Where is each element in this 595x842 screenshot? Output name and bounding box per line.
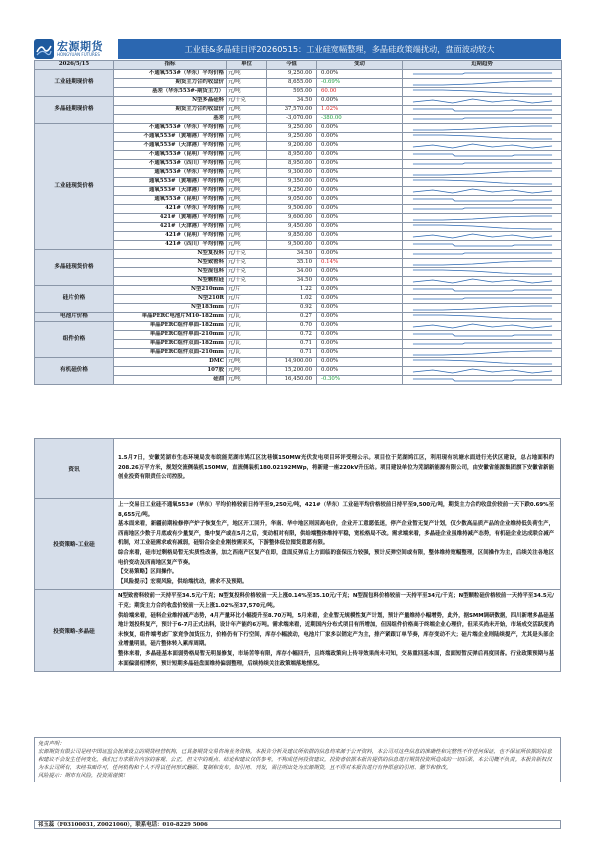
- poly-paragraph: 供给端来看，硅料企业维持减产态势，4月产量环比小幅提升至8.70万吨，5月来看，企业暂无规模性复产计划，预计产量维持小幅增势，此外，据SMM调研数据，四川新增多晶硅基地计划投料复产，预计于6-7月正式出料，设计年产能约6万吨。需求端来看，近期国内分布式项目有所增加，但因组件价格高于终端企业心理价，但采买尚未开始，市场成交活跃度尚未恢复，组件端考虑厂家竞争加货压力，价格仍有下行空间，库存小幅波动，电池片厂家多以销定产为主，排产紧跟订单节奏，库存变动不大；硅片端企业则陆续提产，尤其是头部企业增量明显，硅片整体转入累库周期。: [118, 612, 554, 648]
- sparkline-path: [403, 142, 561, 150]
- trend-sparkline: [403, 231, 562, 240]
- value-cell: 9,500.00: [267, 240, 317, 249]
- sparkline-path: [403, 304, 561, 312]
- sparkline-path: [403, 187, 561, 195]
- category-label: 电池片价格: [35, 312, 114, 321]
- trend-sparkline: [403, 258, 562, 267]
- trend-sparkline: [403, 159, 562, 168]
- indicator-name: 基差（华东553#-期货主力）: [114, 87, 227, 96]
- price-table: [34, 60, 562, 385]
- value-cell: 9,500.00: [267, 204, 317, 213]
- sparkline-path: [403, 115, 561, 123]
- trend-sparkline: [403, 69, 562, 78]
- unit-cell: 元/吨: [227, 78, 267, 87]
- value-cell: 0.71: [267, 348, 317, 357]
- indicator-name: 期货主力合约收盘价: [114, 105, 227, 114]
- trend-sparkline: [403, 114, 562, 123]
- unit-cell: 元/瓦: [227, 348, 267, 357]
- value-cell: 9,200.00: [267, 141, 317, 150]
- trend-sparkline: [403, 141, 562, 150]
- change-cell: 0.00%: [317, 276, 403, 285]
- sparkline-path: [403, 79, 561, 87]
- table-body: [35, 69, 562, 384]
- indicator-name: 硅油: [114, 375, 227, 384]
- trend-sparkline: [403, 348, 562, 357]
- unit-cell: 元/吨: [227, 240, 267, 249]
- unit-cell: 元/千克: [227, 249, 267, 258]
- table-row: [35, 330, 562, 339]
- header-value: 今值: [267, 61, 317, 70]
- sparkline-path: [403, 322, 561, 330]
- table-row: [35, 195, 562, 204]
- sparkline-path: [403, 160, 561, 168]
- table-row: [35, 339, 562, 348]
- indicator-name: 通氧553#（天津港）平均价格: [114, 186, 227, 195]
- trend-sparkline: [403, 312, 562, 321]
- unit-cell: 元/吨: [227, 141, 267, 150]
- value-cell: 0.92: [267, 303, 317, 312]
- table-row: [35, 222, 562, 231]
- sparkline-path: [403, 367, 561, 375]
- value-cell: 9,050.00: [267, 195, 317, 204]
- indicator-name: 421#（黄埔港）平均价格: [114, 213, 227, 222]
- value-cell: 34.00: [267, 267, 317, 276]
- news-text: 1.5月7日，安徽芜湖市生态环境局发布皖能芜湖市鸠江区沈巷镇150MW光伏发电项目环评受理公示。项目位于芜湖鸠江区，利用现有坑塘水面进行光伏区建设，总占地面积约208.26万平方米，规划交流侧装机150MW，直流侧装机180.02192MWp，将新建一座220kV升压站。项目建设单位为芜湖新能源有限公司，由安徽省能源集团旗下安徽省新能创业投资有限责任公司控股。: [114, 439, 561, 499]
- indicator-name: N型210mm: [114, 285, 227, 294]
- table-row: [35, 69, 562, 78]
- unit-cell: 元/吨: [227, 195, 267, 204]
- value-cell: 34.50: [267, 96, 317, 105]
- indicator-name: N型183mm: [114, 303, 227, 312]
- unit-cell: 元/吨: [227, 168, 267, 177]
- table-row: [35, 348, 562, 357]
- value-cell: 9,850.00: [267, 231, 317, 240]
- indicator-name: 不通氧553#（四川）平均价格: [114, 159, 227, 168]
- change-cell: 60.00: [317, 87, 403, 96]
- risk-warning: 风险提示：期市有风险，投资需谨慎！: [38, 773, 129, 779]
- change-cell: 0.00%: [317, 186, 403, 195]
- strategy-si-label: 投资策略-工业硅: [35, 499, 114, 590]
- company-logo-icon: [34, 39, 54, 59]
- unit-cell: 元/瓦: [227, 339, 267, 348]
- trend-sparkline: [403, 78, 562, 87]
- table-row: [35, 96, 562, 105]
- change-cell: 0.00%: [317, 123, 403, 132]
- change-cell: 0.00%: [317, 285, 403, 294]
- category-label: 工业硅期现价格: [35, 69, 114, 96]
- sparkline-path: [403, 106, 561, 114]
- indicator-name: 通氧553#（黄埔港）平均价格: [114, 177, 227, 186]
- unit-cell: 元/吨: [227, 114, 267, 123]
- trend-sparkline: [403, 222, 562, 231]
- trend-sparkline: [403, 96, 562, 105]
- trend-sparkline: [403, 330, 562, 339]
- trend-sparkline: [403, 150, 562, 159]
- table-row: [35, 78, 562, 87]
- indicator-name: 通氧553#（昆明）平均价格: [114, 195, 227, 204]
- table-row: [35, 186, 562, 195]
- sparkline-path: [403, 268, 561, 276]
- company-name-cn: 宏源期货: [57, 40, 103, 53]
- change-cell: 0.00%: [317, 177, 403, 186]
- sparkline-path: [403, 133, 561, 141]
- si-paragraph: 【风险提示】宏观风险，供给端扰动，需求不及预期。: [118, 578, 248, 585]
- unit-cell: 元/吨: [227, 231, 267, 240]
- value-cell: 9,300.00: [267, 168, 317, 177]
- value-cell: 9,250.00: [267, 69, 317, 78]
- trend-sparkline: [403, 195, 562, 204]
- change-cell: 0.00%: [317, 195, 403, 204]
- value-cell: 14,900.00: [267, 357, 317, 366]
- value-cell: -3,070.00: [267, 114, 317, 123]
- indicator-name: N型混包料: [114, 267, 227, 276]
- category-label: 有机硅价格: [35, 357, 114, 384]
- unit-cell: 元/吨: [227, 132, 267, 141]
- indicator-name: 421#（昆明）平均价格: [114, 231, 227, 240]
- unit-cell: 元/瓦: [227, 312, 267, 321]
- header-indicator: 指标: [114, 61, 227, 70]
- unit-cell: 元/千克: [227, 258, 267, 267]
- trend-sparkline: [403, 303, 562, 312]
- table-row: [35, 294, 562, 303]
- unit-cell: 元/吨: [227, 177, 267, 186]
- trend-sparkline: [403, 249, 562, 258]
- value-cell: 0.70: [267, 321, 317, 330]
- value-cell: 16,450.00: [267, 375, 317, 384]
- table-row: [35, 321, 562, 330]
- sparkline-path: [403, 205, 561, 213]
- unit-cell: 元/吨: [227, 186, 267, 195]
- sparkline-path: [403, 331, 561, 339]
- value-cell: 9,600.00: [267, 213, 317, 222]
- sparkline-path: [403, 286, 561, 294]
- header-unit: 单位: [227, 61, 267, 70]
- table-row: [35, 267, 562, 276]
- value-cell: 37,570.00: [267, 105, 317, 114]
- change-cell: 0.00%: [317, 249, 403, 258]
- table-row: [35, 213, 562, 222]
- trend-sparkline: [403, 105, 562, 114]
- unit-cell: 元/吨: [227, 150, 267, 159]
- table-row: [35, 366, 562, 375]
- unit-cell: 元/吨: [227, 105, 267, 114]
- change-cell: 0.00%: [317, 294, 403, 303]
- value-cell: 8,950.00: [267, 159, 317, 168]
- si-paragraph: 基本面来看，新疆前期检修停产炉子恢复生产，地区开工回升，华南、华中地区则因高电价，企业开工意愿低迷，停产企业暂无复产计划，仅少数高品质产品的企业维持低负荷生产，西南地区少数于月底或有少量复产，集中复产或在5月之后，变动相对有限，供给端整体维持平稳，宽松格局不改。需求端来看，多晶硅企业虽维持减产态势，有机硅企业达成联合减产机制，对工业硅需求或有减弱，硅铝合金企业刚按需采买，下游整体低位囤货意愿有限。: [118, 521, 554, 547]
- table-row: [35, 258, 562, 267]
- si-paragraph: 【交易策略】区间操作。: [118, 569, 178, 576]
- change-cell: 0.00%: [317, 303, 403, 312]
- sparkline-path: [403, 313, 561, 321]
- category-label: 工业硅现货价格: [35, 123, 114, 249]
- unit-cell: 元/吨: [227, 159, 267, 168]
- analyst-contact: 祁玉蕊（F03100031, Z0021060），联系电话：010-8229 5006: [34, 820, 561, 829]
- unit-cell: 元/吨: [227, 213, 267, 222]
- value-cell: 9,250.00: [267, 123, 317, 132]
- change-cell: 0.00%: [317, 231, 403, 240]
- header-trend: 近期趋势: [403, 61, 562, 70]
- value-cell: 9,350.00: [267, 177, 317, 186]
- trend-sparkline: [403, 87, 562, 96]
- strategy-si-row: [35, 499, 561, 590]
- change-cell: 0.00%: [317, 267, 403, 276]
- change-cell: 0.00%: [317, 69, 403, 78]
- sparkline-path: [403, 250, 561, 258]
- change-cell: 0.00%: [317, 222, 403, 231]
- change-cell: 0.14%: [317, 258, 403, 267]
- change-cell: 1.02%: [317, 105, 403, 114]
- indicator-name: N型210R: [114, 294, 227, 303]
- change-cell: 0.00%: [317, 168, 403, 177]
- table-row: [35, 114, 562, 123]
- sparkline-path: [403, 259, 561, 267]
- trend-sparkline: [403, 267, 562, 276]
- value-cell: 0.27: [267, 312, 317, 321]
- sparkline-path: [403, 169, 561, 177]
- indicator-name: N型致密料: [114, 258, 227, 267]
- indicator-name: 基差: [114, 114, 227, 123]
- indicator-name: 单晶PERC组件单面-210mm: [114, 330, 227, 339]
- sparkline-path: [403, 295, 561, 303]
- indicator-name: 107胶: [114, 366, 227, 375]
- table-row: [35, 168, 562, 177]
- trend-sparkline: [403, 276, 562, 285]
- indicator-name: 421#（天津港）平均价格: [114, 222, 227, 231]
- trend-sparkline: [403, 357, 562, 366]
- sparkline-path: [403, 124, 561, 132]
- table-row: [35, 285, 562, 294]
- sparkline-path: [403, 358, 561, 366]
- table-row: [35, 204, 562, 213]
- unit-cell: 元/片: [227, 303, 267, 312]
- unit-cell: 元/吨: [227, 87, 267, 96]
- disclaimer: [34, 737, 561, 782]
- change-cell: 0.00%: [317, 348, 403, 357]
- unit-cell: 元/瓦: [227, 321, 267, 330]
- category-label: 硅片价格: [35, 285, 114, 312]
- indicator-name: 单晶PERC组件单面-182mm: [114, 321, 227, 330]
- sparkline-path: [403, 349, 561, 357]
- change-cell: 0.00%: [317, 150, 403, 159]
- unit-cell: 元/千克: [227, 96, 267, 105]
- indicator-name: 通氧553#（华东）平均价格: [114, 168, 227, 177]
- sparkline-path: [403, 214, 561, 222]
- unit-cell: 元/千克: [227, 276, 267, 285]
- strategy-poly-text: [114, 590, 561, 672]
- disclaimer-body: 宏源期货有限公司是经中国证监会批准设立的期货经营机构，已具备期货交易咨询业务资格。本报告分析及建议所依据的信息均来源于公开资料，本公司对这些信息的准确性和完整性不作任何保证，也不保证所依据的信息和建议不会发生任何变化。我们已力求报告内容的客观、公正，但文中的观点、结论和建议仅供参考。不构成任何投资建议。投资者依据本报告提供的信息进行期货投资所造成的一切后果，本公司概不负责。本报告版权仅为本公司所有，未经书面许可，任何机构和个人不得以任何形式翻版、复制和发布。如引用、刊发，需注明出处为宏源期货，且不得对本报告进行有悖原意的引用、删节和修改。: [38, 749, 552, 771]
- indicator-name: 不通氧553#（华东）平均价格: [114, 69, 227, 78]
- change-cell: 0.00%: [317, 321, 403, 330]
- table-row: [35, 177, 562, 186]
- change-cell: 0.00%: [317, 204, 403, 213]
- change-cell: 0.00%: [317, 357, 403, 366]
- header-change: 变动: [317, 61, 403, 70]
- table-row: [35, 105, 562, 114]
- news-label: 资讯: [35, 439, 114, 499]
- indicator-name: N型颗粒硅: [114, 276, 227, 285]
- change-cell: 0.00%: [317, 159, 403, 168]
- value-cell: 0.71: [267, 339, 317, 348]
- change-cell: 0.00%: [317, 240, 403, 249]
- value-cell: 9,450.00: [267, 222, 317, 231]
- value-cell: 0.72: [267, 330, 317, 339]
- trend-sparkline: [403, 240, 562, 249]
- value-cell: 9,250.00: [267, 186, 317, 195]
- table-row: [35, 123, 562, 132]
- table-row: [35, 150, 562, 159]
- unit-cell: 元/片: [227, 285, 267, 294]
- trend-sparkline: [403, 294, 562, 303]
- unit-cell: 元/吨: [227, 366, 267, 375]
- indicator-name: N型复投料: [114, 249, 227, 258]
- trend-sparkline: [403, 213, 562, 222]
- sparkline-path: [403, 376, 561, 384]
- change-cell: 0.00%: [317, 330, 403, 339]
- value-cell: 15,200.00: [267, 366, 317, 375]
- table-row: [35, 231, 562, 240]
- commentary-table: [34, 438, 561, 672]
- indicator-name: 单晶PERC组件双面-210mm: [114, 348, 227, 357]
- si-paragraph: 上一交易日工业硅不通氧553#（华东）平均价格较前日持平至9,250元/吨，421#（华东）工业硅平均价格较前日持平至9,500元/吨，期货主力合约收盘价较前一天下跌0.69%至8,655元/吨。: [118, 502, 554, 518]
- value-cell: 8,950.00: [267, 150, 317, 159]
- trend-sparkline: [403, 177, 562, 186]
- sparkline-path: [403, 70, 561, 78]
- table-row: [35, 357, 562, 366]
- unit-cell: 元/吨: [227, 69, 267, 78]
- category-label: 组件价格: [35, 321, 114, 357]
- unit-cell: 元/吨: [227, 375, 267, 384]
- trend-sparkline: [403, 366, 562, 375]
- category-label: 多晶硅现货价格: [35, 249, 114, 285]
- news-row: [35, 439, 561, 499]
- unit-cell: 元/吨: [227, 123, 267, 132]
- change-cell: 0.00%: [317, 96, 403, 105]
- unit-cell: 元/吨: [227, 204, 267, 213]
- table-row: [35, 375, 562, 384]
- change-cell: 0.00%: [317, 312, 403, 321]
- indicator-name: 不通氧553#（天津港）平均价格: [114, 141, 227, 150]
- sparkline-path: [403, 97, 561, 105]
- value-cell: 34.50: [267, 249, 317, 258]
- value-cell: 9,250.00: [267, 132, 317, 141]
- value-cell: 1.02: [267, 294, 317, 303]
- sparkline-path: [403, 151, 561, 159]
- table-row: [35, 159, 562, 168]
- trend-sparkline: [403, 339, 562, 348]
- change-cell: 0.00%: [317, 339, 403, 348]
- unit-cell: 元/吨: [227, 222, 267, 231]
- si-paragraph: 综合来看，硅市过剩格局暂无实质性改善，加之西南产区复产在即，盘面反弹后上方面临的套保压力较强，预计反弹空间或有限，整体维持宽幅整理，区间操作为主，后续关注各地区电价变动及西南地区复产节奏。: [118, 549, 554, 566]
- indicator-name: N型多晶硅料: [114, 96, 227, 105]
- unit-cell: 元/片: [227, 294, 267, 303]
- indicator-name: 421#（华东）平均价格: [114, 204, 227, 213]
- value-cell: 8,655.00: [267, 78, 317, 87]
- trend-sparkline: [403, 132, 562, 141]
- value-cell: 34.50: [267, 276, 317, 285]
- sparkline-path: [403, 277, 561, 285]
- trend-sparkline: [403, 204, 562, 213]
- disclaimer-title: 免责声明：: [38, 741, 65, 747]
- table-row: [35, 276, 562, 285]
- company-name-en: HONGYUAN FUTURES: [57, 52, 100, 57]
- unit-cell: 元/吨: [227, 357, 267, 366]
- trend-sparkline: [403, 168, 562, 177]
- table-row: [35, 303, 562, 312]
- indicator-name: 421#（四川）平均价格: [114, 240, 227, 249]
- unit-cell: 元/瓦: [227, 330, 267, 339]
- change-cell: -380.00: [317, 114, 403, 123]
- sparkline-path: [403, 178, 561, 186]
- table-row: [35, 240, 562, 249]
- trend-sparkline: [403, 375, 562, 384]
- table-row: [35, 312, 562, 321]
- table-header-row: [35, 61, 562, 70]
- sparkline-path: [403, 241, 561, 249]
- table-row: [35, 141, 562, 150]
- trend-sparkline: [403, 321, 562, 330]
- report-title: 工业硅&多晶硅日评20260515：工业硅宽幅整理，多晶硅政策端扰动，盘面波动较大: [118, 39, 561, 59]
- change-cell: -0.69%: [317, 78, 403, 87]
- trend-sparkline: [403, 186, 562, 195]
- poly-paragraph: 整体来看，多晶硅基本面弱势格局暂无明显修复，市场苦等有限，库存小幅回升，且终端政策向上传导效果尚未可知，交易重回基本面，盘面短暂反弹后再度回落。行业政策预期与基本面偏弱相博弈，预计短期多晶硅盘面维持偏弱整理，后续持续关注政策端落地情况。: [118, 650, 554, 667]
- value-cell: 35.10: [267, 258, 317, 267]
- header-date: 2026/5/15: [35, 61, 114, 70]
- sparkline-path: [403, 196, 561, 204]
- trend-sparkline: [403, 123, 562, 132]
- indicator-name: 期货主力合约收盘价: [114, 78, 227, 87]
- change-cell: 0.00%: [317, 366, 403, 375]
- sparkline-path: [403, 340, 561, 348]
- change-cell: -0.30%: [317, 375, 403, 384]
- change-cell: 0.00%: [317, 213, 403, 222]
- sparkline-path: [403, 223, 561, 231]
- change-cell: 0.00%: [317, 132, 403, 141]
- strategy-poly-label: 投资策略-多晶硅: [35, 590, 114, 672]
- indicator-name: 不通氧553#（昆明）平均价格: [114, 150, 227, 159]
- indicator-name: 单晶PERC组件双面-182mm: [114, 339, 227, 348]
- sparkline-path: [403, 88, 561, 96]
- report-header: [34, 38, 561, 60]
- table-row: [35, 87, 562, 96]
- indicator-name: DMC: [114, 357, 227, 366]
- sparkline-path: [403, 232, 561, 240]
- table-row: [35, 249, 562, 258]
- category-label: 多晶硅期现价格: [35, 96, 114, 123]
- value-cell: 595.00: [267, 87, 317, 96]
- strategy-poly-row: [35, 590, 561, 672]
- table-row: [35, 132, 562, 141]
- change-cell: 0.00%: [317, 141, 403, 150]
- unit-cell: 元/千克: [227, 267, 267, 276]
- value-cell: 1.22: [267, 285, 317, 294]
- indicator-name: 不通氧553#（华东）平均价格: [114, 123, 227, 132]
- poly-paragraph: N型致密料较前一天持平至34.5元/千克；N型复投料价格较前一天上涨0.14%至35.10元/千克；N型混包料价格较前一天持平至34元/千克；N型颗粒硅价格较前一天持平至34.5元/千克；期货主力合约收盘价较前一天上涨1.02%至37,570元/吨。: [118, 593, 554, 609]
- trend-sparkline: [403, 285, 562, 294]
- indicator-name: 不通氧553#（黄埔港）平均价格: [114, 132, 227, 141]
- indicator-name: 单晶PERC电池片M10-182mm: [114, 312, 227, 321]
- strategy-si-text: [114, 499, 561, 590]
